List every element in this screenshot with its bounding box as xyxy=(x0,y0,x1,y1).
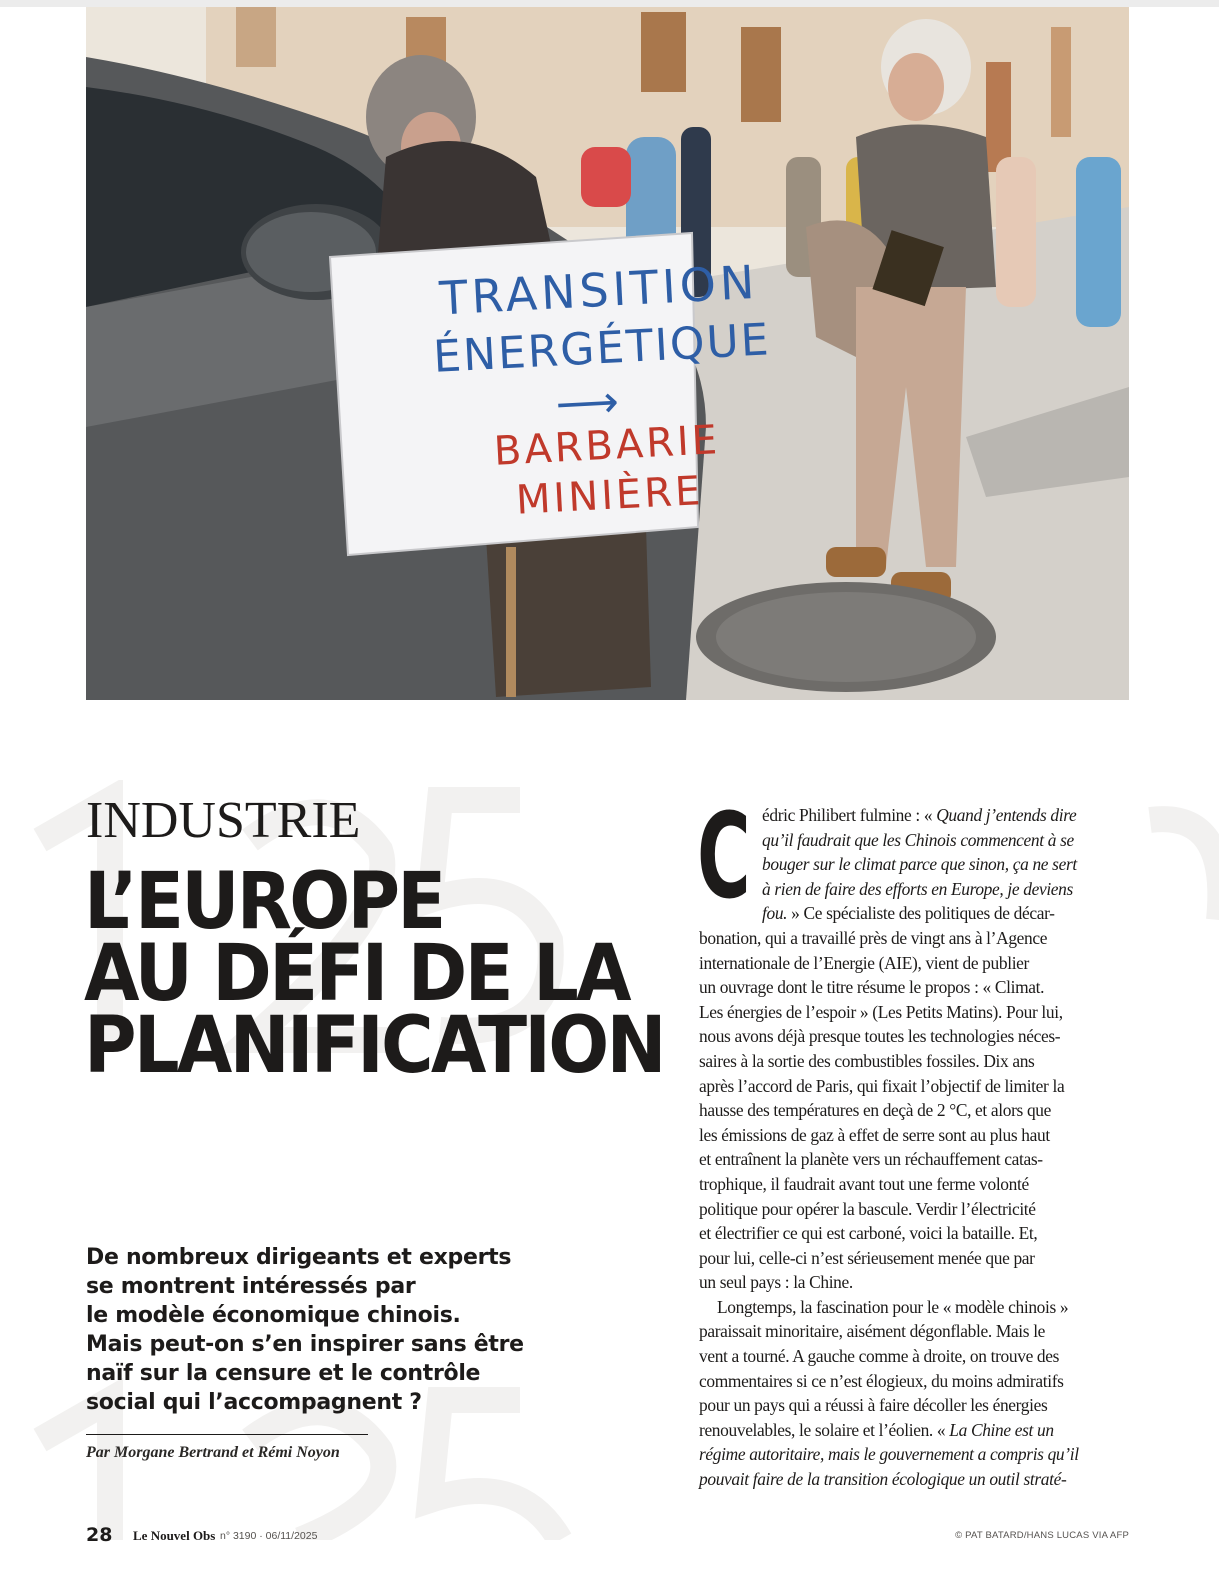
body-line xyxy=(699,803,1129,828)
body-text: » Ce spécialiste des politiques de décar- xyxy=(787,903,1055,924)
body-text: Longtemps, la fascination pour le « modèle chinois » xyxy=(717,1296,1069,1317)
body-line xyxy=(699,1000,1129,1025)
standfirst-line: se montrent intéressés par xyxy=(86,1274,416,1299)
body-text: saires à la sortie des combustibles fossiles. Dix ans xyxy=(699,1050,1035,1071)
body-text: vent a tourné. A gauche comme à droite, on trouve des xyxy=(699,1346,1060,1367)
body-line xyxy=(699,1295,1129,1320)
body-quote-italic: fou. xyxy=(762,903,788,924)
headline xyxy=(84,857,664,1091)
body-text: édric Philibert fulmine : « xyxy=(762,805,937,825)
body-text: commentaires si ce n’est élogieux, du moins admiratifs xyxy=(699,1370,1064,1391)
body-text: un seul pays : la Chine. xyxy=(699,1272,853,1293)
body-line xyxy=(699,877,1129,902)
headline-line: L’EUROPE xyxy=(84,857,444,947)
body-text: internationale de l’Energie (AIE), vient de publier xyxy=(699,952,1029,973)
body-text: renouvelables, le solaire et l’éolien. « xyxy=(699,1419,950,1440)
byline: Par Morgane Bertrand et Rémi Noyon xyxy=(86,1444,340,1461)
hero-photo xyxy=(86,7,1129,700)
body-line xyxy=(699,1147,1129,1172)
photo-credit: © PAT BATARD/HANS LUCAS VIA AFP xyxy=(955,1530,1129,1541)
standfirst-line: social qui l’accompagnent ? xyxy=(86,1390,422,1415)
sign-line-4: MINIÈRE xyxy=(514,468,705,524)
body-quote-italic: qu’il faudrait que les Chinois commencent à se xyxy=(762,829,1074,850)
body-text: et entraînent la planète vers un réchauffement catas- xyxy=(699,1149,1043,1170)
body-text: bonation, qui a travaillé près de vingt ans à l’Agence xyxy=(699,927,1048,948)
body-text: nous avons déjà presque toutes les technologies néces- xyxy=(699,1026,1061,1047)
body-text: trophique, il faudrait avant tout une ferme volonté xyxy=(699,1173,1029,1194)
body-line xyxy=(699,1172,1129,1197)
body-line xyxy=(699,1369,1129,1394)
sign-arrow-icon: ⟶ xyxy=(554,376,621,431)
body-text: politique pour opérer la bascule. Verdir l’électricité xyxy=(699,1198,1036,1219)
body-quote-italic: La Chine est un xyxy=(949,1419,1054,1440)
body-line xyxy=(699,1221,1129,1246)
section-rubric: INDUSTRIE xyxy=(86,792,361,849)
body-text: hausse des températures en deçà de 2 °C, et alors que xyxy=(699,1100,1052,1121)
sign-line-2: ÉNERGÉTIQUE xyxy=(432,314,772,383)
sign-line-3: BARBARIE xyxy=(492,417,722,475)
body-text: les émissions de gaz à effet de serre sont au plus haut xyxy=(699,1124,1050,1145)
body-line xyxy=(699,1074,1129,1099)
body-line xyxy=(699,901,1129,926)
standfirst-line: le modèle économique chinois. xyxy=(86,1303,461,1328)
body-line xyxy=(699,1393,1129,1418)
standfirst-line: Mais peut-on s’en inspirer sans être xyxy=(86,1332,524,1357)
body-line xyxy=(699,975,1129,1000)
standfirst-line: De nombreux dirigeants et experts xyxy=(86,1245,512,1270)
body-text: Les énergies de l’espoir » (Les Petits Matins). Pour lui, xyxy=(699,1001,1063,1022)
body-line xyxy=(699,951,1129,976)
body-line xyxy=(699,1319,1129,1344)
body-line xyxy=(699,1442,1129,1467)
body-text: un ouvrage dont le titre résume le propos : « Climat. xyxy=(699,977,1045,998)
body-text: pour un pays qui a réussi à faire décoller les énergies xyxy=(699,1395,1048,1416)
body-line xyxy=(699,1246,1129,1271)
headline-line: PLANIFICATION xyxy=(84,1001,664,1091)
body-quote-italic: bouger sur le climat parce que sinon, ça ne sert xyxy=(762,854,1077,875)
byline-divider xyxy=(86,1434,368,1435)
sign-line-1: TRANSITION xyxy=(438,254,760,326)
body-line xyxy=(699,1197,1129,1222)
body-text: paraissait minoritaire, aisément dégonflable. Mais le xyxy=(699,1321,1046,1342)
body-line xyxy=(699,1418,1129,1443)
magazine-name: Le Nouvel Obs xyxy=(133,1528,216,1543)
body-quote-italic: pouvait faire de la transition écologique un outil straté- xyxy=(699,1469,1067,1490)
page-top-edge xyxy=(0,0,1219,7)
body-text: et électrifier ce qui est carboné, voici la bataille. Et, xyxy=(699,1223,1038,1244)
standfirst xyxy=(86,1243,524,1417)
body-text: après l’accord de Paris, qui fixait l’objectif de limiter la xyxy=(699,1075,1065,1096)
body-line xyxy=(699,1098,1129,1123)
body-line xyxy=(699,828,1129,853)
body-line xyxy=(699,1344,1129,1369)
headline-line: AU DÉFI DE LA xyxy=(84,929,629,1019)
body-line xyxy=(699,1024,1129,1049)
body-line xyxy=(699,852,1129,877)
body-line xyxy=(699,1270,1129,1295)
body-line xyxy=(699,1467,1129,1492)
protest-sign xyxy=(415,230,794,586)
body-quote-italic: régime autoritaire, mais le gouvernement a compris qu’il xyxy=(699,1444,1079,1465)
drop-cap: C xyxy=(697,787,751,925)
body-quote-italic: à rien de faire des efforts en Europe, je deviens xyxy=(762,878,1073,899)
body-text: pour lui, celle-ci n’est sérieusement menée que par xyxy=(699,1247,1035,1268)
body-line xyxy=(699,926,1129,951)
standfirst-line: naïf sur la censure et le contrôle xyxy=(86,1361,481,1386)
body-line xyxy=(699,1049,1129,1074)
body-quote-italic: Quand j’entends dire xyxy=(936,805,1077,825)
body-line xyxy=(699,1123,1129,1148)
issue-info: n° 3190 · 06/11/2025 xyxy=(220,1530,318,1542)
page-number: 28 xyxy=(86,1524,113,1546)
article-body xyxy=(699,803,1129,1492)
